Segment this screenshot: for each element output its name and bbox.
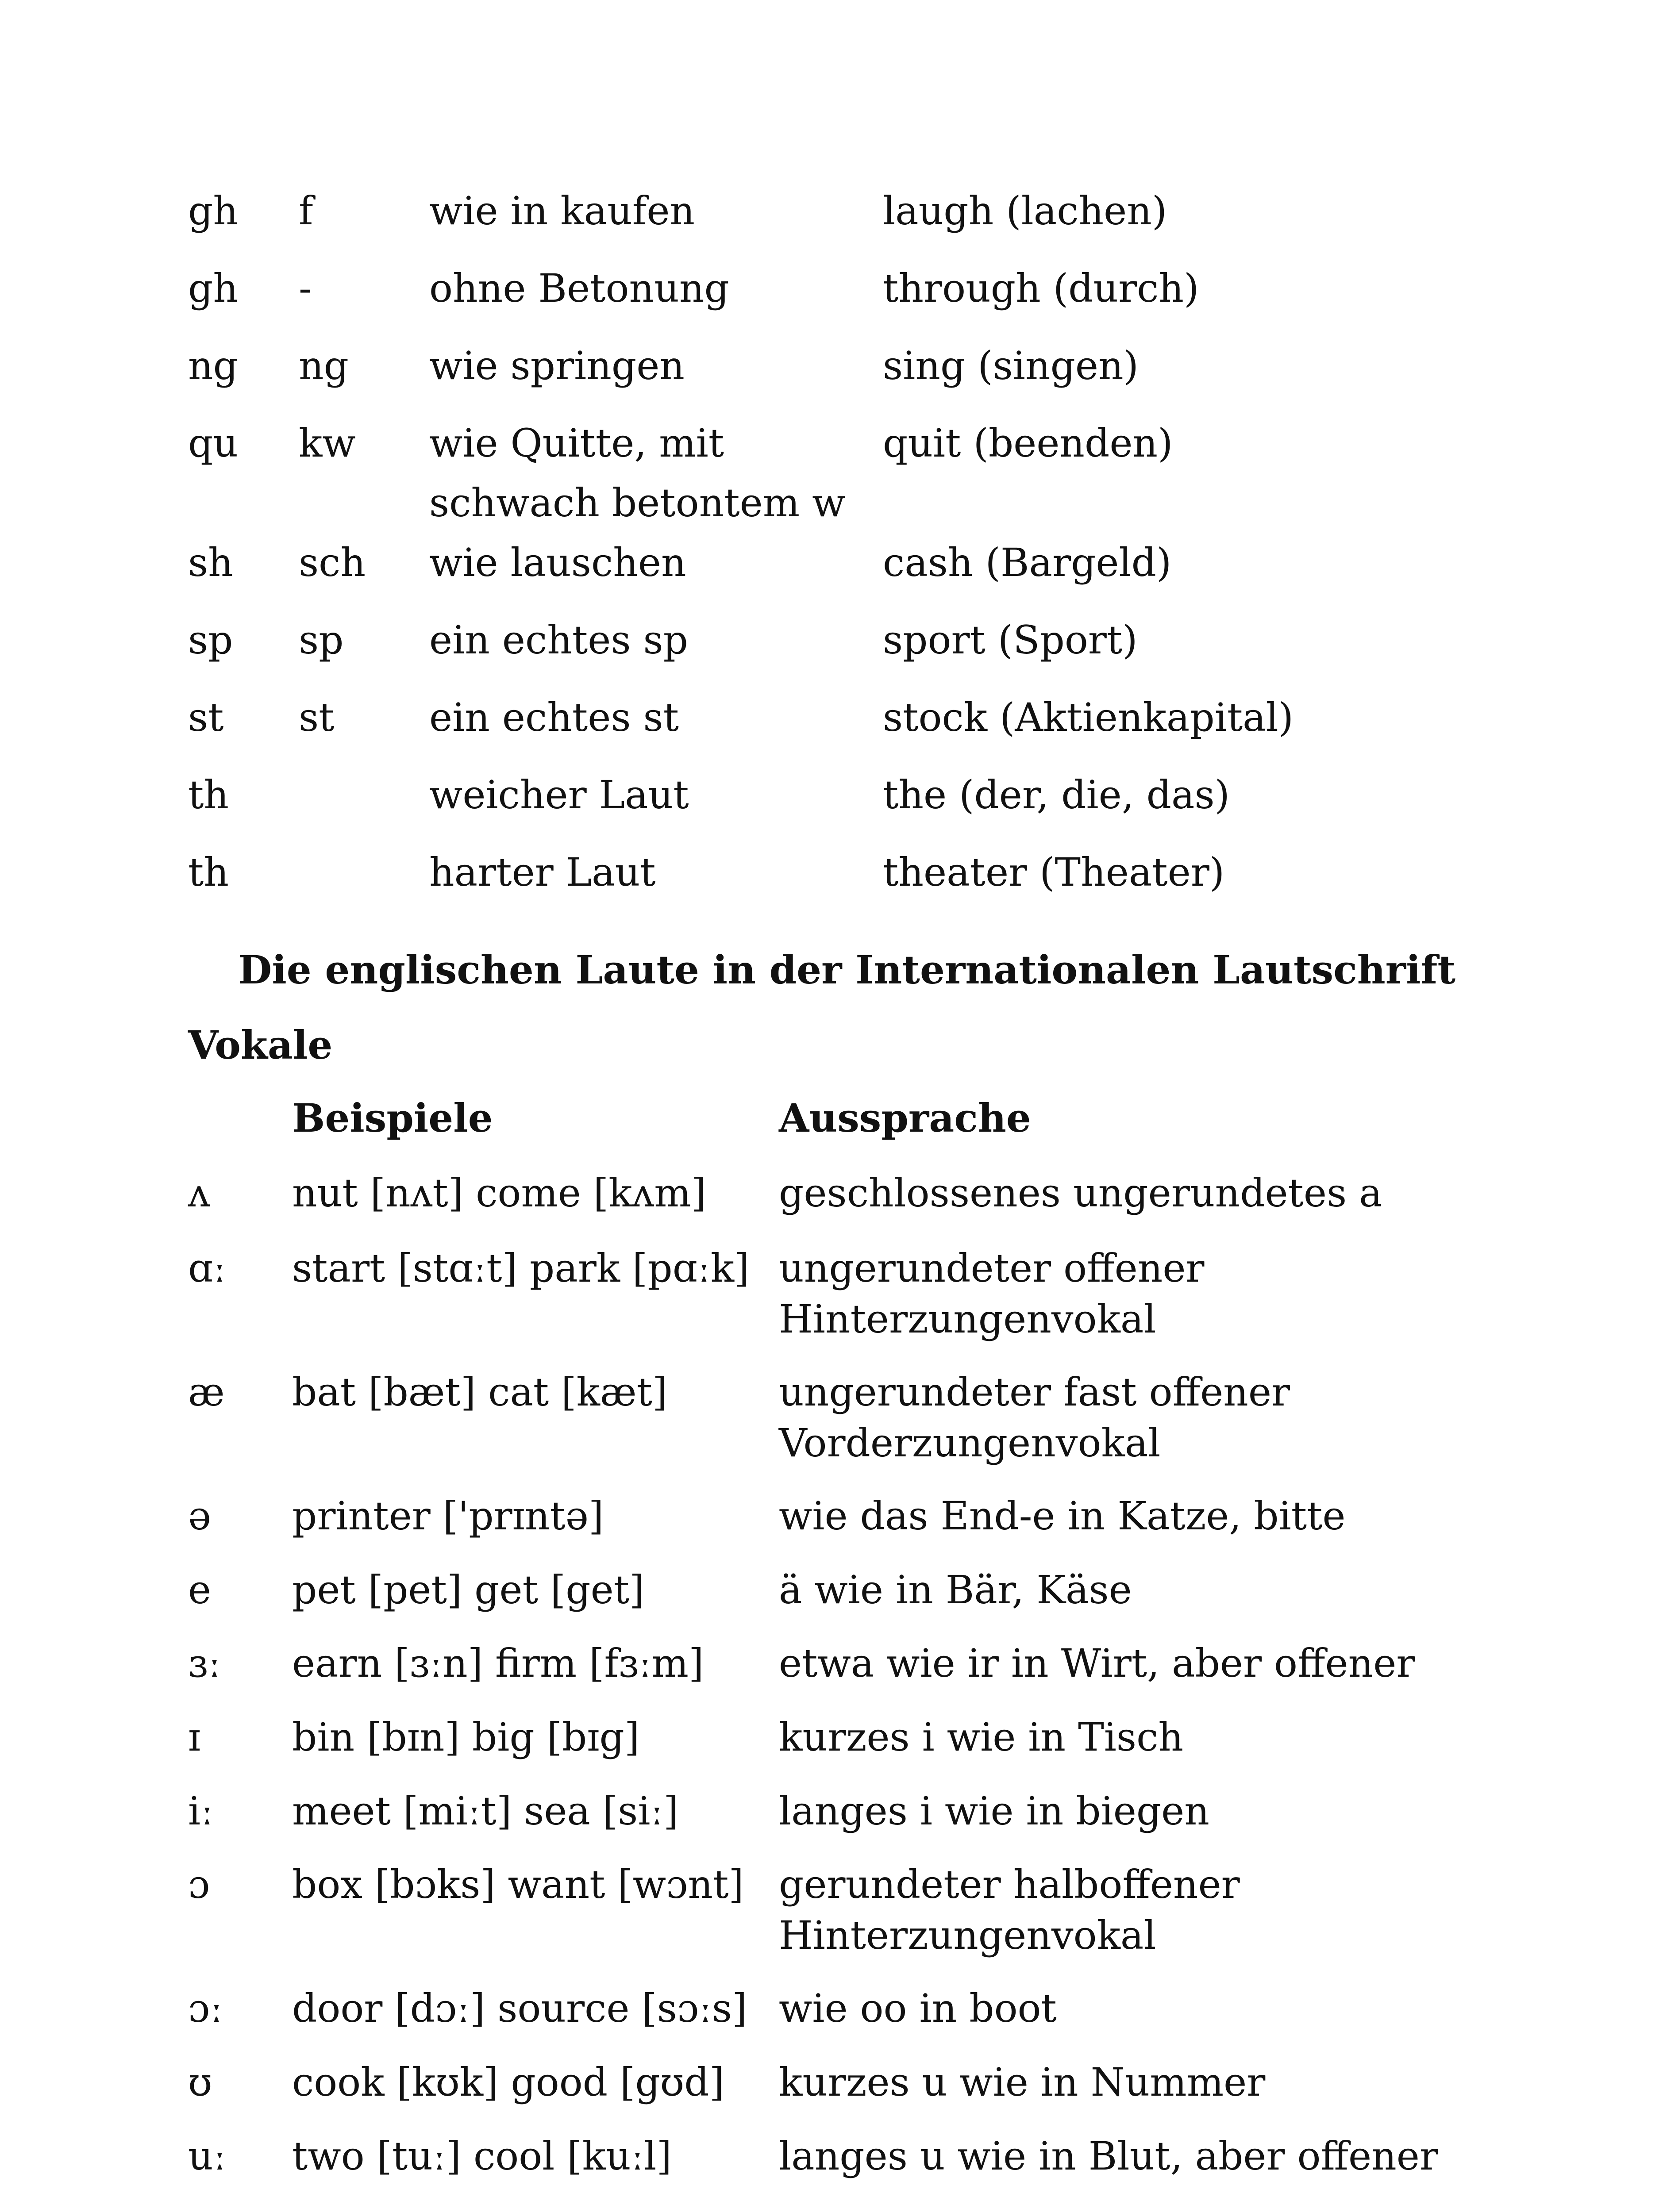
pronunciation-column-header: Aussprache (779, 1095, 1031, 1141)
examples-column-header: Beispiele (292, 1095, 493, 1141)
letters-cell: th (188, 849, 229, 895)
symbol-cell: ʊ (188, 2059, 212, 2105)
examples-cell: printer ['prɪntə] (292, 1493, 604, 1539)
letters-cell: gh (188, 188, 239, 234)
sound-cell: sch (299, 540, 366, 585)
letters-cell: st (188, 695, 224, 740)
sound-cell: - (299, 265, 312, 311)
symbol-cell: iː (188, 1788, 214, 1834)
symbol-cell: ɔː (188, 1985, 223, 2031)
example-cell: quit (beenden) (883, 420, 1173, 466)
symbol-cell: uː (188, 2133, 227, 2179)
description-cell: weicher Laut (429, 772, 689, 818)
symbol-cell: æ (188, 1369, 225, 1415)
description-cell: harter Laut (429, 849, 656, 895)
symbol-cell: ɑː (188, 1245, 226, 1291)
subsection-title: Vokale (188, 1022, 333, 1068)
description-cell: wie in kaufen (429, 188, 695, 234)
examples-cell: meet [miːt] sea [siː] (292, 1788, 679, 1834)
pronunciation-cell-line-2: Hinterzungenvokal (779, 1912, 1156, 1958)
sound-cell: f (299, 188, 313, 234)
pronunciation-cell: gerundeter halboffener (779, 1862, 1240, 1907)
pronunciation-cell: geschlossenes ungerundetes a (779, 1170, 1382, 1216)
pronunciation-cell: wie oo in boot (779, 1985, 1057, 2031)
pronunciation-cell-line-2: Hinterzungenvokal (779, 1296, 1156, 1342)
examples-cell: earn [ɜːn] firm [fɜːm] (292, 1640, 704, 1686)
example-cell: sing (singen) (883, 343, 1139, 388)
description-cell: ein echtes st (429, 695, 679, 740)
letters-cell: sh (188, 540, 233, 585)
pronunciation-cell: ungerundeter fast offener (779, 1369, 1290, 1415)
examples-cell: bat [bæt] cat [kæt] (292, 1369, 668, 1415)
symbol-cell: ə (188, 1493, 212, 1539)
sound-cell: sp (299, 617, 344, 663)
symbol-cell: ɔ (188, 1862, 210, 1907)
pronunciation-cell: kurzes u wie in Nummer (779, 2059, 1266, 2105)
symbol-cell: ɜː (188, 1640, 221, 1686)
example-cell: stock (Aktienkapital) (883, 695, 1294, 740)
description-cell: ein echtes sp (429, 617, 688, 663)
examples-cell: box [bɔks] want [wɔnt] (292, 1862, 744, 1907)
examples-cell: cook [kʊk] good [gʊd] (292, 2059, 724, 2105)
pronunciation-cell: langes i wie in biegen (779, 1788, 1209, 1834)
section-title: Die englischen Laute in der Internationalen Lautschrift (238, 947, 1456, 993)
description-cell: wie Quitte, mit (429, 420, 724, 466)
letters-cell: ng (188, 343, 239, 388)
example-cell: laugh (lachen) (883, 188, 1167, 234)
description-cell: wie lauschen (429, 540, 686, 585)
symbol-cell: ʌ (188, 1170, 210, 1216)
examples-cell: door [dɔː] source [sɔːs] (292, 1985, 747, 2031)
examples-cell: bin [bɪn] big [bɪg] (292, 1714, 640, 1760)
example-cell: the (der, die, das) (883, 772, 1230, 818)
example-cell: cash (Bargeld) (883, 540, 1172, 585)
description-cell: ohne Betonung (429, 265, 729, 311)
letters-cell: th (188, 772, 229, 818)
pronunciation-cell: wie das End-e in Katze, bitte (779, 1493, 1346, 1539)
pronunciation-cell-line-2: Vorderzungenvokal (779, 1420, 1161, 1466)
letters-cell: qu (188, 420, 239, 466)
description-cell-line-2: schwach betontem w (429, 480, 846, 526)
pronunciation-cell: etwa wie ir in Wirt, aber offener (779, 1640, 1415, 1686)
examples-cell: two [tuː] cool [kuːl] (292, 2133, 672, 2179)
symbol-cell: e (188, 1567, 212, 1613)
letters-cell: gh (188, 265, 239, 311)
examples-cell: nut [nʌt] come [kʌm] (292, 1170, 706, 1216)
symbol-cell: ɪ (188, 1714, 201, 1760)
pronunciation-cell: ungerundeter offener (779, 1245, 1205, 1291)
pronunciation-cell: kurzes i wie in Tisch (779, 1714, 1184, 1760)
sound-cell: kw (299, 420, 356, 466)
description-cell: wie springen (429, 343, 685, 388)
pronunciation-cell: langes u wie in Blut, aber offener (779, 2133, 1438, 2179)
sound-cell: ng (299, 343, 349, 388)
examples-cell: pet [pet] get [get] (292, 1567, 645, 1613)
letters-cell: sp (188, 617, 233, 663)
example-cell: theater (Theater) (883, 849, 1225, 895)
examples-cell: start [stɑːt] park [pɑːk] (292, 1245, 750, 1291)
example-cell: sport (Sport) (883, 617, 1138, 663)
example-cell: through (durch) (883, 265, 1199, 311)
pronunciation-cell: ä wie in Bär, Käse (779, 1567, 1132, 1613)
sound-cell: st (299, 695, 335, 740)
